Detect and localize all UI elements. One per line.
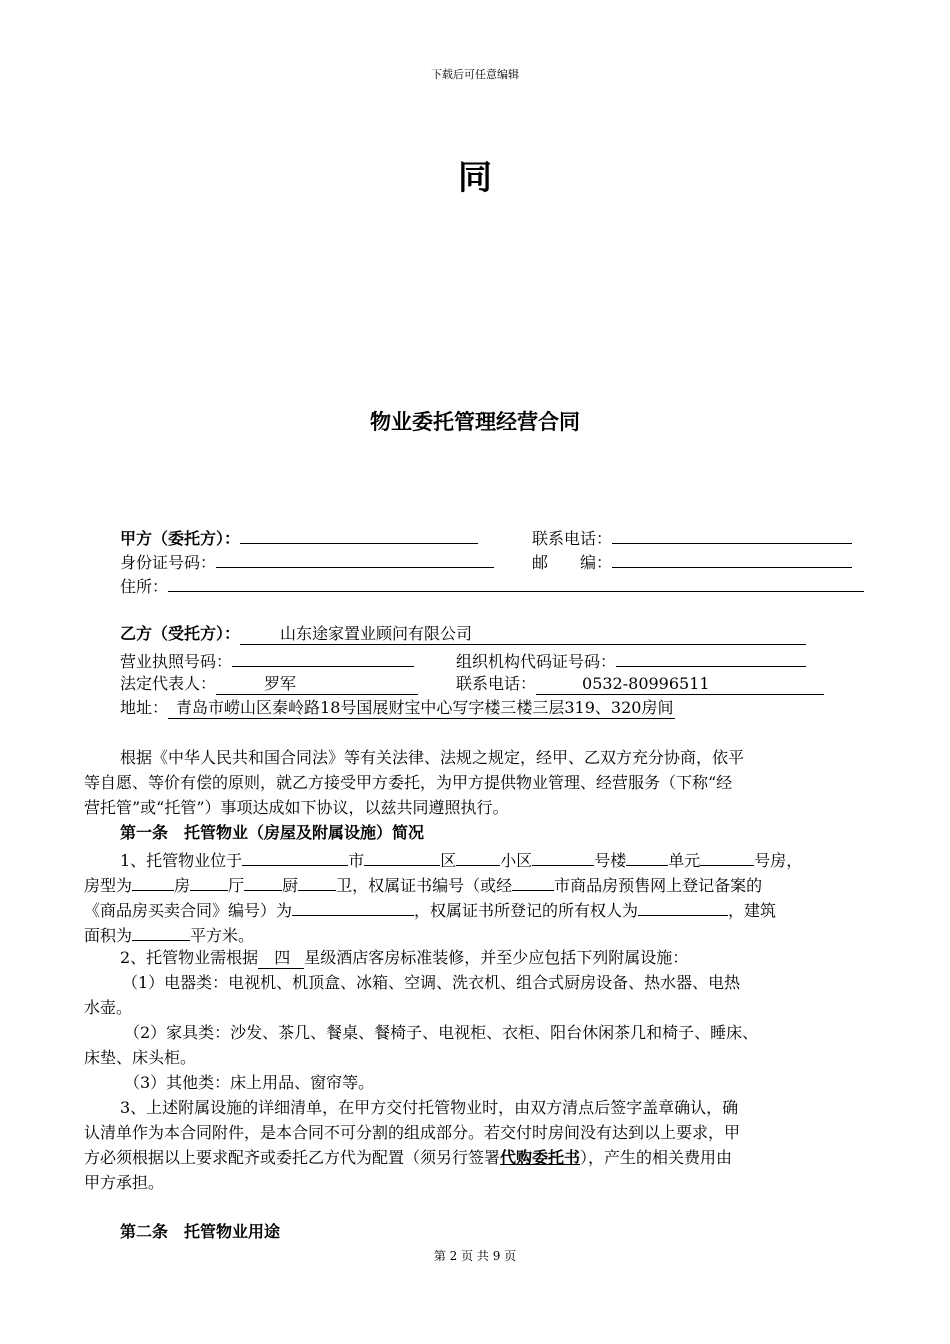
text: 卫，权属证书编号（或经 [336, 876, 513, 895]
party-a-zip-label: 邮 编： [532, 553, 613, 572]
article-1-p3-line-4: 甲方承担。 [84, 1173, 165, 1192]
party-a-phone-label: 联系电话： [532, 529, 613, 548]
item-1-line-2: 水壶。 [84, 998, 133, 1017]
bedroom-field[interactable] [132, 872, 174, 891]
text: 房型为 [84, 876, 133, 895]
bathroom-field[interactable] [298, 872, 336, 891]
certificate-number-field[interactable] [292, 897, 414, 916]
livingroom-field[interactable] [190, 872, 228, 891]
room-field[interactable] [700, 847, 754, 866]
kitchen-field[interactable] [244, 872, 282, 891]
preamble-line-1: 根据《中华人民共和国合同法》等有关法律、法规之规定，经甲、乙双方充分协商，依平 [120, 748, 745, 767]
party-b-rep-label: 法定代表人： [120, 674, 217, 693]
party-b-license-field[interactable] [232, 648, 414, 667]
party-a-name-field[interactable] [240, 525, 478, 544]
article-1-p1-line-2 [84, 872, 762, 897]
text: 2、托管物业需根据 [120, 948, 259, 967]
text: 号房， [754, 851, 803, 870]
city-field[interactable] [242, 847, 348, 866]
party-a-phone-row [532, 525, 852, 550]
unit-field[interactable] [626, 847, 668, 866]
owner-field[interactable] [638, 897, 728, 916]
item-2-line-2: 床垫、床头柜。 [84, 1048, 197, 1067]
article-1-p3-line-3 [84, 1147, 732, 1169]
party-b-org-code-row [456, 648, 806, 673]
text: 《商品房买卖合同》编号）为 [84, 901, 293, 920]
cover-character: 同 [458, 158, 492, 198]
party-b-phone-label: 联系电话： [456, 674, 537, 693]
text: 小区 [500, 851, 533, 870]
article-1-p1-line-4 [84, 922, 254, 947]
party-b-row [120, 623, 806, 645]
community-field[interactable] [456, 847, 500, 866]
party-b-license-label: 营业执照号码： [120, 652, 233, 671]
article-1-p1-line-1 [120, 847, 802, 872]
party-b-label: 乙方（受托方）： [120, 624, 241, 643]
district-field[interactable] [364, 847, 440, 866]
article-2-heading: 第二条 托管物业用途 [120, 1222, 281, 1241]
building-field[interactable] [532, 847, 594, 866]
item-3: （3）其他类：床上用品、窗帘等。 [124, 1073, 375, 1092]
preamble-line-2: 等自愿、等价有偿的原则，就乙方接受甲方委托，为甲方提供物业管理、经营服务（下称“经 [84, 773, 733, 792]
text: 面积为 [84, 926, 133, 945]
party-a-id-row [120, 549, 494, 574]
party-b-phone-row [456, 673, 824, 695]
preamble-line-3: 营托管”或“托管”）事项达成如下协议，以兹共同遵照执行。 [84, 798, 509, 817]
party-a-address-label: 住所： [120, 577, 169, 596]
text: 方必须根据以上要求配齐或委托乙方代为配置（须另行签署 [84, 1148, 501, 1167]
party-b-address-row [120, 697, 675, 719]
party-b-address: 青岛市崂山区秦岭路18号国展财宝中心写字楼三楼三层319、320房间 [168, 698, 675, 719]
header-note: 下载后可任意编辑 [431, 68, 519, 81]
page-footer: 第 2 页 共 9 页 [433, 1249, 517, 1263]
presale-city-field[interactable] [512, 872, 554, 891]
item-2-line-1: （2）家具类：沙发、茶几、餐桌、餐椅子、电视柜、衣柜、阳台休闲茶几和椅子、睡床、 [124, 1023, 759, 1042]
party-a-zip-row [532, 549, 852, 574]
party-b-address-label: 地址： [120, 698, 169, 717]
text: 市商品房预售网上登记备案的 [554, 876, 763, 895]
text: 市 [348, 851, 365, 870]
text: 单元 [668, 851, 701, 870]
party-a-phone-field[interactable] [612, 525, 852, 544]
text: 1、托管物业位于 [120, 851, 243, 870]
text: 厅 [228, 876, 245, 895]
party-b-company: 山东途家置业顾问有限公司 [240, 624, 806, 645]
party-b-license-row [120, 648, 414, 673]
party-b-rep-name: 罗军 [216, 674, 418, 695]
star-level: 四 [258, 948, 304, 969]
text: 平方米。 [190, 926, 255, 945]
article-1-p2 [120, 947, 688, 969]
party-b-org-code-label: 组织机构代码证号码： [456, 652, 617, 671]
text: ，权属证书所登记的所有权人为 [414, 901, 639, 920]
text: 号楼 [594, 851, 627, 870]
document-title: 物业委托管理经营合同 [370, 410, 580, 434]
text: 厨 [282, 876, 299, 895]
text: ），产生的相关费用由 [580, 1148, 733, 1167]
party-a-address-row [120, 573, 864, 598]
party-b-org-code-field[interactable] [616, 648, 806, 667]
party-a-id-label: 身份证号码： [120, 553, 217, 572]
article-1-p3-line-1: 3、上述附属设施的详细清单，在甲方交付托管物业时，由双方清点后签字盖章确认，确 [120, 1098, 739, 1117]
article-1-p3-line-2: 认清单作为本合同附件，是本合同不可分割的组成部分。若交付时房间没有达到以上要求，甲 [84, 1123, 741, 1142]
text: 房 [174, 876, 191, 895]
item-1-line-1: （1）电器类：电视机、机顶盒、冰箱、空调、洗衣机、组合式厨房设备、热水器、电热 [122, 973, 741, 992]
party-a-row [120, 525, 478, 550]
party-a-label: 甲方（委托方）： [120, 529, 241, 548]
party-a-address-field[interactable] [168, 573, 864, 592]
area-field[interactable] [132, 922, 190, 941]
party-b-phone: 0532-80996511 [536, 674, 824, 695]
text: 星级酒店客房标准装修，并至少应包括下列附属设施： [304, 948, 689, 967]
article-1-heading: 第一条 托管物业（房屋及附属设施）简况 [120, 823, 425, 842]
text: ，建筑 [728, 901, 777, 920]
party-a-zip-field[interactable] [612, 549, 852, 568]
article-1-p1-line-3 [84, 897, 776, 922]
text: 区 [440, 851, 457, 870]
party-a-id-field[interactable] [216, 549, 494, 568]
party-b-rep-row [120, 673, 418, 695]
proxy-purchase-link[interactable]: 代购委托书 [500, 1148, 581, 1167]
